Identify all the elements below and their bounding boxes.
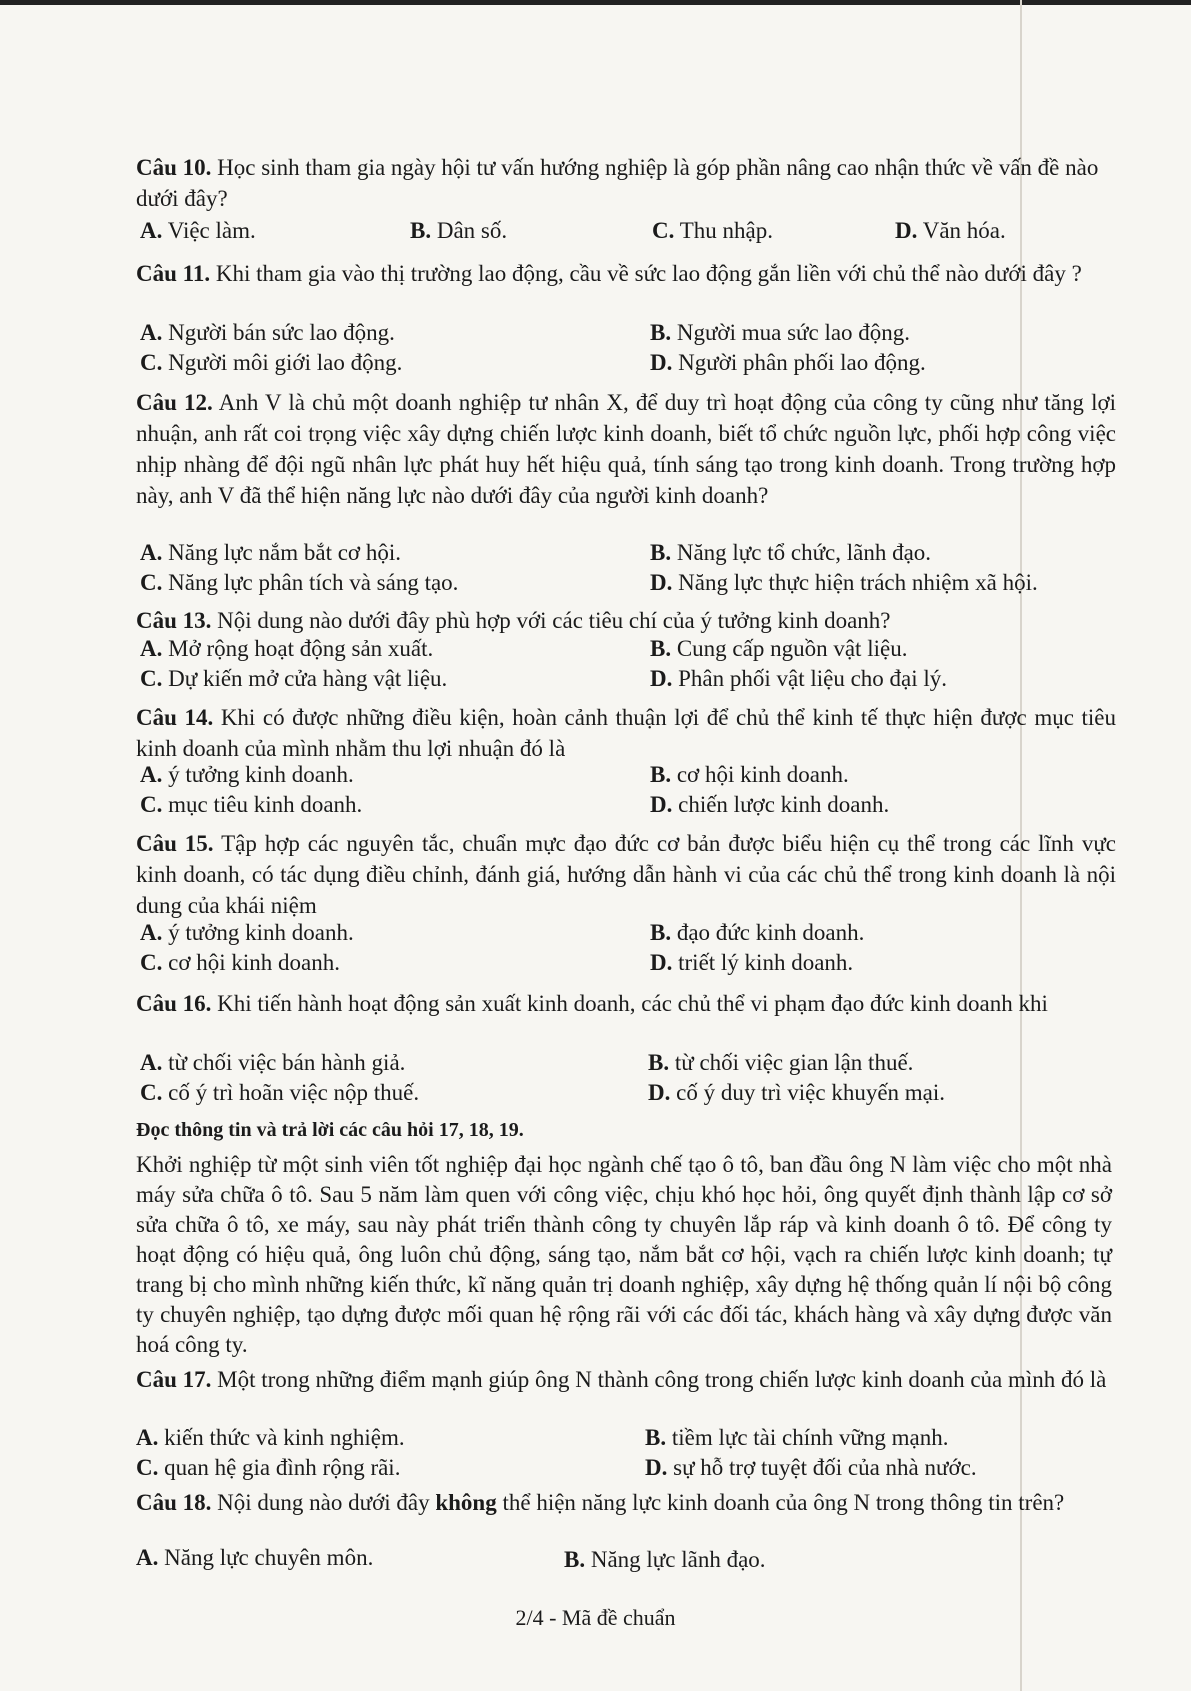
question-11 [136,258,1116,289]
option-d[interactable] [648,1078,945,1108]
option-text: sự hỗ trợ tuyệt đối của nhà nước. [673,1455,977,1480]
option-text: Mở rộng hoạt động sản xuất. [168,636,434,661]
option-letter: B. [410,218,432,243]
option-letter: A. [140,920,163,945]
question-18 [136,1487,1116,1518]
option-b[interactable] [650,760,849,790]
reading-passage: Khởi nghiệp từ một sinh viên tốt nghiệp đại học ngành chế tạo ô tô, ban đầu ông N làm việc cho một nhà máy sửa chữa ô tô. Sau 5 năm làm quen với công việc, chịu khó học hỏi, ông quyết định thành lập cơ sở sửa chữa ô tô, xe máy, sau này phát triển thành công ty chuyên lắp ráp và kinh doanh ô tô. Để công ty hoạt động có hiệu quả, ông luôn chủ động, sáng tạo, nắm bắt cơ hội, vạch ra chiến lược kinh doanh; tự trang bị cho mình những kiến thức, kĩ năng quản trị doanh nghiệp, xây dựng hệ thống quản lí nội bộ công ty chuyên nghiệp, tạo dựng được mối quan hệ rộng rãi với các đối tác, khách hàng và xây dựng được văn hoá công ty. [136,1152,1112,1357]
option-text: Người phân phối lao động. [678,350,926,375]
option-text: Việc làm. [167,218,256,243]
option-text: Năng lực lãnh đạo. [590,1547,766,1572]
question-text: Một trong những điểm mạnh giúp ông N thành công trong chiến lược kinh doanh của mình đó là [217,1367,1107,1392]
option-b[interactable] [650,918,864,948]
question-text: thể hiện năng lực kinh doanh của ông N trong thông tin trên? [502,1490,1065,1515]
option-text: Năng lực tổ chức, lãnh đạo. [676,540,932,565]
option-letter: C. [140,350,163,375]
option-letter: B. [650,762,672,787]
option-a[interactable] [140,918,354,948]
option-c[interactable] [652,216,773,246]
option-text: Năng lực chuyên môn. [164,1545,374,1570]
question-text: Nội dung nào dưới đây [217,1490,430,1515]
option-d[interactable] [645,1453,977,1483]
option-letter: B. [564,1547,586,1572]
option-b[interactable] [645,1423,948,1453]
question-text: Khi tham gia vào thị trường lao động, cầu về sức lao động gắn liền với chủ thể nào dưới đây ? [215,261,1082,286]
reading-heading: Đọc thông tin và trả lời các câu hỏi 17, 18, 19. [136,1119,524,1141]
option-letter: C. [140,570,163,595]
question-12 [136,387,1116,511]
option-text: chiến lược kinh doanh. [678,792,890,817]
option-a[interactable] [136,1543,373,1573]
option-letter: A. [140,636,163,661]
option-letter: D. [895,218,918,243]
option-c[interactable] [136,1453,400,1483]
option-c[interactable] [140,790,362,820]
option-c[interactable] [140,948,340,978]
option-letter: A. [136,1425,159,1450]
page-footer: 2/4 - Mã đề chuẩn [515,1605,676,1630]
option-letter: B. [650,540,672,565]
option-a[interactable] [140,634,433,664]
option-text: Phân phối vật liệu cho đại lý. [678,666,948,691]
option-b[interactable] [650,538,931,568]
option-text: Văn hóa. [922,218,1006,243]
question-text: Anh V là chủ một doanh nghiệp tư nhân X, để duy trì hoạt động của công ty cũng như tăng lợi nhuận, anh rất coi trọng việc xây dựng chiến lược kinh doanh, biết tổ chức nguồn lực, phối hợp công việc nhịp nhàng để đội ngũ nhân lực phát huy hết hiệu quả, tính sáng tạo trong kinh doanh. Trong trường hợp này, anh V đã thể hiện năng lực nào dưới đây của người kinh doanh? [136,390,1117,508]
option-text: quan hệ gia đình rộng rãi. [164,1455,401,1480]
option-text: cơ hội kinh doanh. [168,950,340,975]
question-emphasis: không [435,1490,497,1515]
option-text: từ chối việc bán hành giả. [168,1050,406,1075]
option-d[interactable] [650,568,1038,598]
option-b[interactable] [648,1048,913,1078]
option-text: Năng lực thực hiện trách nhiệm xã hội. [678,570,1038,595]
question-15 [136,828,1116,921]
option-letter: B. [650,320,672,345]
option-text: Người bán sức lao động. [168,320,395,345]
option-b[interactable] [650,318,910,348]
option-text: ý tưởng kinh doanh. [168,920,354,945]
option-text: Người mua sức lao động. [676,320,911,345]
question-label: Câu 12. [136,390,213,415]
question-13 [136,605,1116,636]
question-label: Câu 14. [136,705,214,730]
option-letter: C. [136,1455,159,1480]
top-border [0,0,1191,5]
question-label: Câu 17. [136,1367,212,1392]
question-label: Câu 18. [136,1490,212,1515]
option-letter: D. [648,1080,671,1105]
option-b[interactable] [650,634,907,664]
option-text: mục tiêu kinh doanh. [168,792,363,817]
option-text: Người môi giới lao động. [168,350,403,375]
option-c[interactable] [140,1078,419,1108]
option-text: Cung cấp nguồn vật liệu. [676,636,908,661]
option-d[interactable] [650,664,947,694]
option-a[interactable] [140,318,395,348]
option-letter: D. [650,350,673,375]
question-text: Khi tiến hành hoạt động sản xuất kinh doanh, các chủ thể vi phạm đạo đức kinh doanh khi [217,991,1048,1016]
question-label: Câu 16. [136,991,212,1016]
option-letter: B. [650,920,672,945]
question-text: Học sinh tham gia ngày hội tư vấn hướng nghiệp là góp phần nâng cao nhận thức về vấn đề nào dưới đây? [136,155,1099,211]
option-d[interactable] [650,948,853,978]
option-text: Dự kiến mở cửa hàng vật liệu. [168,666,448,691]
option-letter: C. [140,792,163,817]
question-label: Câu 15. [136,831,214,856]
option-b[interactable] [410,216,507,246]
option-text: cố ý duy trì việc khuyến mại. [676,1080,946,1105]
question-text: Nội dung nào dưới đây phù hợp với các tiêu chí của ý tưởng kinh doanh? [217,608,891,633]
option-text: Dân số. [436,218,508,243]
option-letter: B. [645,1425,667,1450]
question-14 [136,702,1116,764]
option-letter: A. [140,540,163,565]
option-letter: D. [650,666,673,691]
question-10 [136,152,1116,214]
option-text: Năng lực phân tích và sáng tạo. [168,570,459,595]
question-label: Câu 11. [136,261,211,286]
option-text: triết lý kinh doanh. [678,950,854,975]
option-d[interactable] [650,790,889,820]
option-text: Năng lực nắm bắt cơ hội. [168,540,401,565]
option-d[interactable] [650,348,926,378]
option-c[interactable] [140,348,402,378]
option-a[interactable] [136,1423,405,1453]
question-label: Câu 10. [136,155,212,180]
option-letter: A. [140,1050,163,1075]
option-b[interactable] [564,1545,766,1575]
option-letter: A. [140,320,163,345]
question-text: Tập hợp các nguyên tắc, chuẩn mực đạo đức cơ bản được biểu hiện cụ thể trong các lĩnh vực kinh doanh, có tác dụng điều chỉnh, đánh giá, hướng dẫn hành vi của các chủ thể trong kinh doanh là nội dung của khái niệm [136,831,1116,918]
option-text: Thu nhập. [679,218,773,243]
option-letter: D. [650,950,673,975]
option-text: từ chối việc gian lận thuế. [674,1050,914,1075]
question-17 [136,1364,1116,1395]
option-a[interactable] [140,1048,405,1078]
option-text: đạo đức kinh doanh. [676,920,865,945]
option-text: ý tưởng kinh doanh. [168,762,354,787]
option-text: tiềm lực tài chính vững mạnh. [671,1425,949,1450]
question-label: Câu 13. [136,608,212,633]
option-letter: C. [140,1080,163,1105]
option-letter: A. [136,1545,159,1570]
option-letter: C. [140,950,163,975]
option-letter: D. [650,570,673,595]
option-text: cố ý trì hoãn việc nộp thuế. [168,1080,420,1105]
option-letter: A. [140,218,163,243]
option-d[interactable] [895,216,1006,246]
option-letter: A. [140,762,163,787]
question-16 [136,988,1116,1019]
option-a[interactable] [140,760,354,790]
question-text: Khi có được những điều kiện, hoàn cảnh thuận lợi để chủ thể kinh tế thực hiện được mục tiêu kinh doanh của mình nhằm thu lợi nhuận đó là [136,705,1116,761]
option-a[interactable] [140,538,401,568]
option-text: cơ hội kinh doanh. [676,762,849,787]
option-letter: D. [650,792,673,817]
option-a[interactable] [140,216,256,246]
option-letter: D. [645,1455,668,1480]
option-c[interactable] [140,664,447,694]
option-c[interactable] [140,568,458,598]
option-letter: C. [140,666,163,691]
option-letter: C. [652,218,675,243]
option-letter: B. [650,636,672,661]
option-text: kiến thức và kinh nghiệm. [164,1425,405,1450]
option-letter: B. [648,1050,670,1075]
